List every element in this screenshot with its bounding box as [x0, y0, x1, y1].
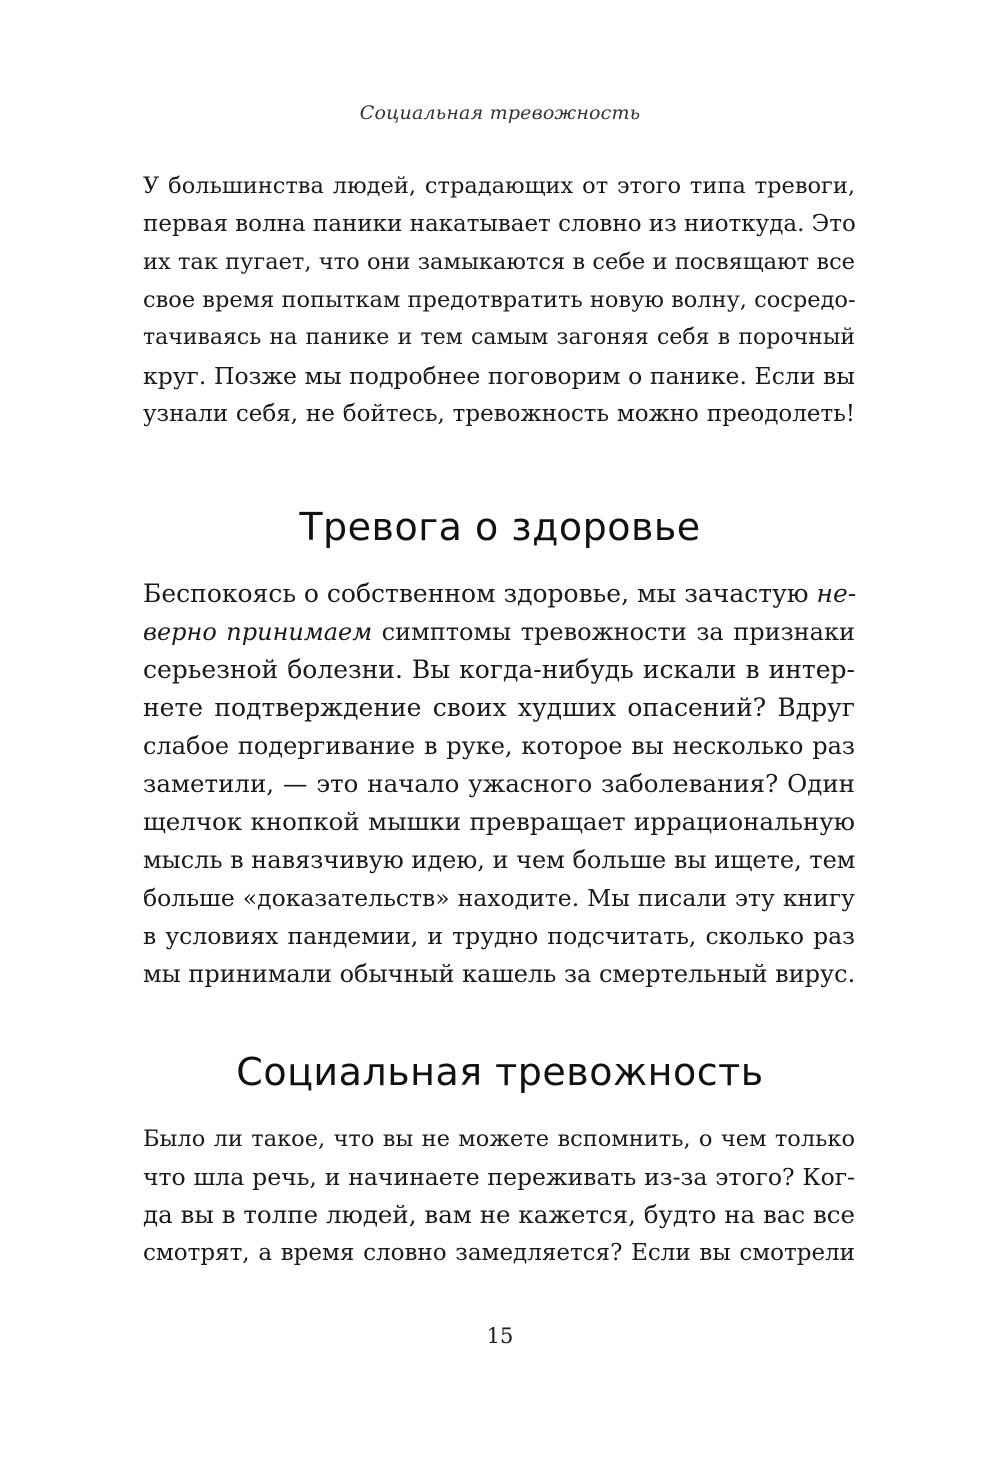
text-line: их так пугает, что они замыкаются в себе и посвящают все [143, 249, 855, 275]
text-line: У большинства людей, страдающих от этого типа тревоги, [143, 173, 855, 199]
text-line: свое время попыткам предотвратить новую волну, сосредо- [143, 287, 856, 313]
italic-emphasis: не- [816, 579, 857, 608]
text-line: больше «доказательств» находите. Мы писали эту книгу [143, 884, 855, 912]
text-line [143, 575, 855, 613]
text-line: круг. Позже мы подробнее поговорим о панике. Если вы [143, 362, 855, 390]
text-line: заметили, — это начало ужасного заболевания? Один [143, 769, 855, 798]
italic-emphasis: верно принимаем [143, 618, 373, 646]
page-number: 15 [486, 1324, 514, 1348]
text-line: тачиваясь на панике и тем самым загоняя себя в порочный [143, 325, 855, 350]
text-line: что шла речь, и начинаете переживать из-за этого? Ког- [143, 1163, 855, 1191]
section-heading-social: Социальная тревожность [236, 1050, 764, 1094]
text-line: узнали себя, не бойтесь, тревожность можно преодолеть! [143, 401, 855, 427]
text-line: мы принимали обычный кашель за смертельный вирус. [143, 960, 856, 988]
text-line: в условиях пандемии, и трудно подсчитать, сколько раз [143, 922, 855, 950]
text-line: смотрят, а время словно замедляется? Если вы смотрели [143, 1240, 855, 1266]
running-header: Социальная тревожность [359, 102, 641, 124]
text-line: первая волна паники накатывает словно из ниоткуда. Это [143, 211, 856, 237]
text-segment: Беспокоясь о собственном здоровье, мы зачастую [143, 579, 809, 608]
text-line: Было ли такое, что вы не можете вспомнить, о чем только [143, 1126, 855, 1152]
text-line: да вы в толпе людей, вам не кажется, будто на вас все [143, 1200, 855, 1229]
text-segment: симптомы тревожности за признаки [381, 618, 855, 646]
text-line: мысль в навязчивую идею, и чем больше вы ищете, тем [143, 846, 856, 874]
text-line [143, 613, 855, 651]
text-line: слабое подергивание в руке, которое вы несколько раз [143, 732, 855, 760]
text-line: щелчок кнопкой мышки превращает иррациональную [143, 807, 855, 836]
text-line: серьезной болезни. Вы когда-нибудь искали в интер- [143, 655, 855, 684]
section-heading-health: Тревога о здоровье [299, 505, 701, 549]
text-line: нете подтверждение своих худших опасений? Вдруг [143, 693, 855, 722]
